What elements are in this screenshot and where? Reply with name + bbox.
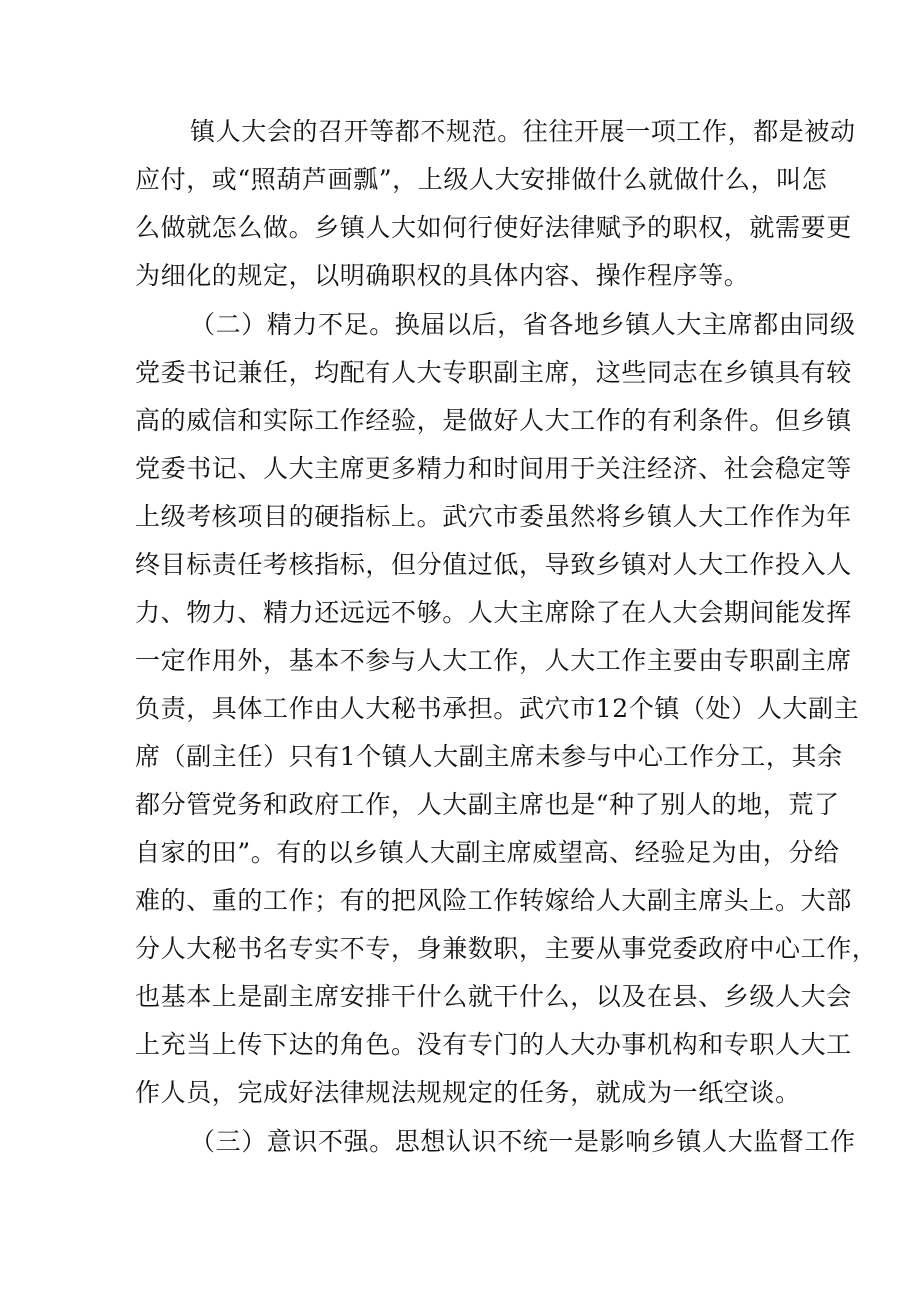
body-text-line: 力、物力、精力还远远不够。人大主席除了在人大会期间能发挥 bbox=[135, 598, 852, 627]
body-text-line: 负责，具体工作由人大秘书承担。武穴市12个镇（处）人大副主 bbox=[135, 694, 860, 723]
body-text-line: 作人员，完成好法律规法规规定的任务，就成为一纸空谈。 bbox=[135, 1078, 801, 1107]
body-text-line: 为细化的规定，以明确职权的具体内容、操作程序等。 bbox=[135, 261, 750, 290]
body-text-line: 高的威信和实际工作经验，是做好人大工作的有利条件。但乡镇 bbox=[135, 406, 852, 435]
section-heading-line: （三）意识不强。思想认识不统一是影响乡镇人大监督工作 bbox=[190, 1127, 856, 1156]
body-text-line: 镇人大会的召开等都不规范。往往开展一项工作，都是被动 bbox=[190, 117, 856, 146]
body-text-line: 应付，或“照葫芦画瓢”，上级人大安排做什么就做什么，叫怎 bbox=[135, 165, 828, 194]
body-text-line: 上充当上传下达的角色。没有专门的人大办事机构和专职人大工 bbox=[135, 1030, 852, 1059]
body-text-line: 自家的田”。有的以乡镇人大副主席威望高、经验足为由，分给 bbox=[135, 838, 840, 867]
body-text-line: 么做就怎么做。乡镇人大如何行使好法律赋予的职权，就需要更 bbox=[135, 213, 852, 242]
body-text-line: 分人大秘书名专实不专，身兼数职，主要从事党委政府中心工作， bbox=[135, 934, 878, 963]
body-text-line: 难的、重的工作；有的把风险工作转嫁给人大副主席头上。大部 bbox=[135, 886, 852, 915]
body-text-line: 也基本上是副主席安排干什么就干什么，以及在县、乡级人大会 bbox=[135, 982, 852, 1011]
body-text-line: 终目标责任考核指标，但分值过低，导致乡镇对人大工作投入人 bbox=[135, 550, 852, 579]
section-heading-line: （二）精力不足。换届以后，省各地乡镇人大主席都由同级 bbox=[190, 310, 856, 339]
body-text-line: 上级考核项目的硬指标上。武穴市委虽然将乡镇人大工作作为年 bbox=[135, 502, 852, 531]
body-text-line: 都分管党务和政府工作，人大副主席也是“种了别人的地，荒了 bbox=[135, 790, 840, 819]
body-text-line: 席（副主任）只有1个镇人大副主席未参与中心工作分工，其余 bbox=[135, 742, 843, 771]
body-text-line: 党委书记兼任，均配有人大专职副主席，这些同志在乡镇具有较 bbox=[135, 358, 852, 387]
body-text-line: 党委书记、人大主席更多精力和时间用于关注经济、社会稳定等 bbox=[135, 454, 852, 483]
body-text-line: 一定作用外，基本不参与人大工作，人大工作主要由专职副主席 bbox=[135, 646, 852, 675]
